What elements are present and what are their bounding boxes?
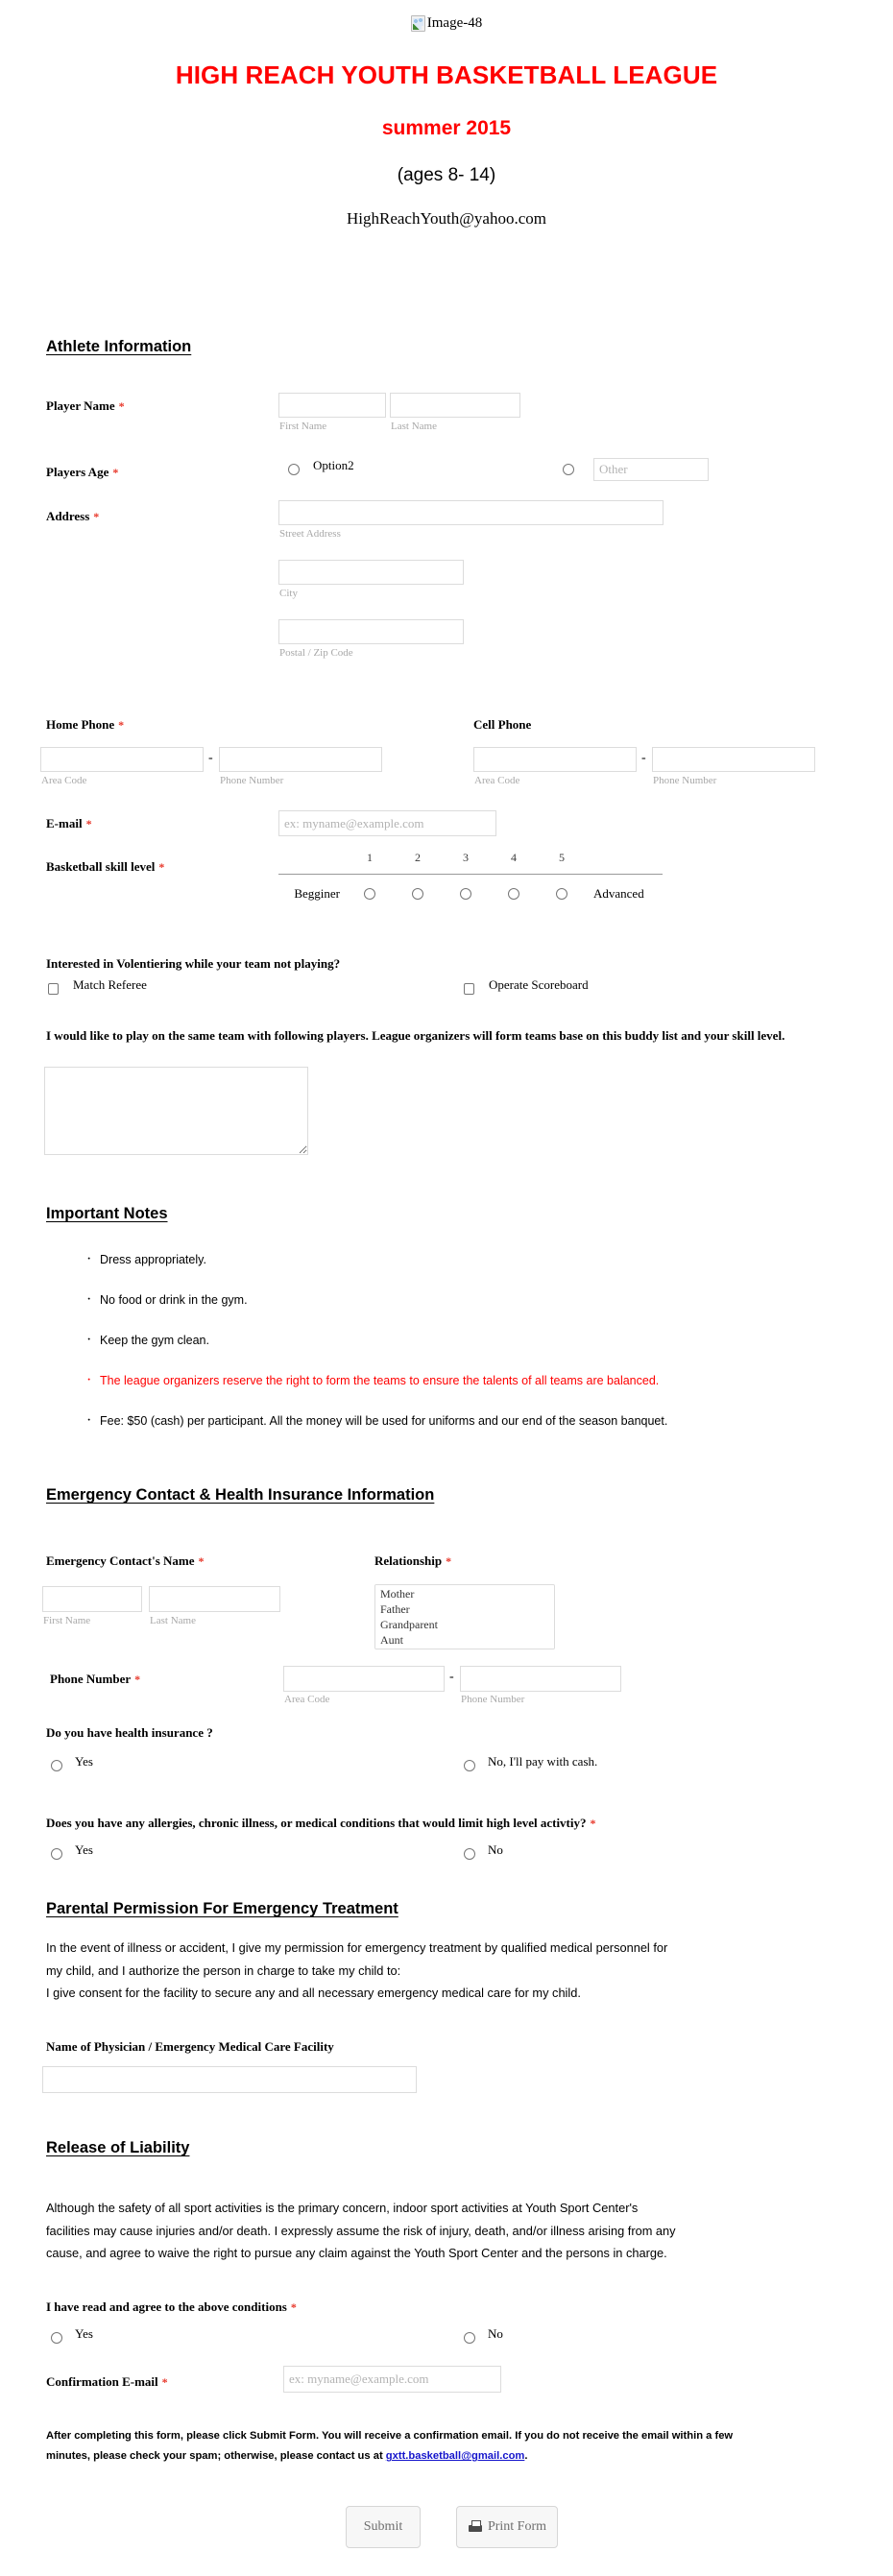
players-age-option1-radio[interactable] <box>288 464 300 475</box>
section-heading-emergency-contact: Emergency Contact & Health Insurance Information <box>46 1486 435 1504</box>
cell-phone-area-input[interactable] <box>473 747 637 772</box>
parental-line-2: my child, and I authorize the person in charge to take my child to: <box>46 1962 401 1978</box>
submit-notice-line-2 <box>46 2446 872 2467</box>
liability-line-2: facilities may cause injuries and/or death. I expressly assume the risk of injury, death, and/or illness arising from any <box>46 2223 676 2238</box>
emergency-phone-separator: - <box>449 1670 454 1684</box>
home-phone-number-sublabel: Phone Number <box>220 775 284 786</box>
skill-radio-4[interactable] <box>508 888 519 900</box>
emergency-phone-required: * <box>134 1673 141 1686</box>
agree-conditions-required: * <box>290 2300 297 2314</box>
allergies-required: * <box>590 1817 596 1830</box>
note-bullet: · <box>86 1372 92 1388</box>
address-street-sublabel: Street Address <box>279 528 341 540</box>
skill-level-required: * <box>158 860 165 874</box>
allergies-question: Does you have any allergies, chronic illness, or medical conditions that would limit high level activtiy? <box>46 1816 587 1830</box>
support-email-link[interactable]: gxtt.basketball@gmail.com <box>385 2450 525 2463</box>
note-text: The league organizers reserve the right to form the teams to ensure the talents of all teams are balanced. <box>100 1374 660 1387</box>
note-bullet: · <box>86 1251 92 1267</box>
allergies-yes-radio[interactable] <box>51 1848 62 1860</box>
emergency-last-name-sublabel: Last Name <box>150 1615 196 1626</box>
physician-input[interactable] <box>42 2066 417 2093</box>
physician-label: Name of Physician / Emergency Medical Care Facility <box>46 2039 334 2054</box>
relationship-option <box>378 1587 551 1602</box>
player-name-label: Player Name <box>46 398 115 413</box>
skill-level-matrix <box>278 851 663 903</box>
cell-phone-number-input[interactable] <box>652 747 815 772</box>
contact-email: HighReachYouth@yahoo.com <box>347 209 546 228</box>
confirmation-email-required: * <box>161 2375 168 2389</box>
page-title: HIGH REACH YOUTH BASKETBALL LEAGUE <box>175 60 718 89</box>
age-range: (ages 8- 14) <box>397 165 496 185</box>
volunteer-scoreboard-label: Operate Scoreboard <box>489 977 589 992</box>
printer-icon <box>468 2520 483 2534</box>
relationship-option <box>378 1602 551 1618</box>
relationship-required: * <box>446 1554 452 1568</box>
note-item-2 <box>86 1291 248 1309</box>
note-item-1 <box>86 1251 206 1268</box>
emergency-contact-name-required: * <box>198 1554 205 1568</box>
player-first-name-sublabel: First Name <box>279 421 327 432</box>
emergency-first-name-field[interactable] <box>42 1586 142 1612</box>
address-city-sublabel: City <box>279 588 298 599</box>
insurance-no-radio[interactable] <box>464 1760 475 1771</box>
relationship-listbox[interactable] <box>374 1584 555 1649</box>
liability-line-1: Although the safety of all sport activities is the primary concern, indoor sport activities at Youth Sport Center's <box>46 2201 639 2215</box>
skill-scale-1: 1 <box>367 851 373 864</box>
players-age-label: Players Age <box>46 465 109 479</box>
cell-phone-label: Cell Phone <box>473 717 532 732</box>
agree-no-label: No <box>488 2326 503 2341</box>
section-heading-parental-permission: Parental Permission For Emergency Treatment <box>46 1900 398 1917</box>
parental-line-3: I give consent for the facility to secure any and all necessary emergency medical care for my child. <box>46 1986 581 2001</box>
cell-phone-number-sublabel: Phone Number <box>653 775 717 786</box>
address-city-input[interactable] <box>278 560 464 585</box>
agree-yes-label: Yes <box>75 2326 93 2341</box>
submit-notice-text: minutes, please check your spam; otherwise, please contact us at <box>46 2450 386 2463</box>
emergency-phone-area-input[interactable] <box>283 1666 445 1692</box>
skill-scale-3: 3 <box>463 851 469 864</box>
note-bullet: · <box>86 1291 92 1308</box>
allergies-no-label: No <box>488 1842 503 1857</box>
agree-no-radio[interactable] <box>464 2332 475 2344</box>
email-required: * <box>85 817 92 831</box>
note-text: No food or drink in the gym. <box>100 1293 248 1307</box>
emergency-phone-number-input[interactable] <box>460 1666 621 1692</box>
cell-phone-separator: - <box>641 751 646 765</box>
emergency-last-name-field[interactable] <box>149 1586 280 1612</box>
note-text: Dress appropriately. <box>100 1253 206 1266</box>
section-heading-release-of-liability: Release of Liability <box>46 2139 190 2156</box>
section-heading-important-notes: Important Notes <box>46 1205 168 1222</box>
skill-radio-3[interactable] <box>460 888 471 900</box>
emergency-phone-area-sublabel: Area Code <box>284 1694 330 1705</box>
skill-scale-4: 4 <box>511 851 517 864</box>
address-street-input[interactable] <box>278 500 664 525</box>
buddy-list-textarea[interactable] <box>44 1067 308 1155</box>
note-item-5 <box>86 1412 667 1430</box>
skill-high-label: Advanced <box>593 886 644 901</box>
agree-conditions-label: I have read and agree to the above conditions <box>46 2299 287 2314</box>
players-age-other-radio[interactable] <box>563 464 574 475</box>
emergency-phone-number-sublabel: Phone Number <box>461 1694 525 1705</box>
relationship-option <box>378 1633 551 1649</box>
broken-image-icon <box>411 15 425 32</box>
players-age-required: * <box>112 466 119 479</box>
volunteer-question: Interested in Volentiering while your team not playing? <box>46 956 341 971</box>
skill-level-label: Basketball skill level <box>46 859 156 874</box>
address-label: Address <box>46 509 90 523</box>
emergency-first-name-sublabel: First Name <box>43 1615 91 1626</box>
skill-radio-1[interactable] <box>364 888 375 900</box>
note-item-4 <box>86 1372 659 1389</box>
address-required: * <box>93 510 100 523</box>
insurance-yes-label: Yes <box>75 1754 93 1769</box>
cell-phone-area-sublabel: Area Code <box>474 775 520 786</box>
submit-notice-period: . <box>524 2450 528 2463</box>
emergency-contact-name-label: Emergency Contact's Name <box>46 1553 195 1568</box>
print-form-button[interactable] <box>456 2506 558 2548</box>
submit-button[interactable]: Submit <box>346 2506 421 2548</box>
skill-low-label: Begginer <box>294 886 340 901</box>
note-bullet: · <box>86 1412 92 1429</box>
section-heading-athlete-information: Athlete Information <box>46 338 192 355</box>
player-last-name-input[interactable] <box>390 393 520 418</box>
insurance-yes-radio[interactable] <box>51 1760 62 1771</box>
parental-paragraph <box>46 1937 853 2005</box>
agree-yes-radio[interactable] <box>51 2332 62 2344</box>
allergies-yes-label: Yes <box>75 1842 93 1857</box>
skill-radio-2[interactable] <box>412 888 423 900</box>
skill-scale-5: 5 <box>559 851 565 864</box>
image-alt-text: Image-48 <box>426 15 483 31</box>
liability-paragraph <box>46 2197 872 2265</box>
submit-notice-line-1: After completing this form, please click Submit Form. You will receive a confirmation email. If you do not receive the email within a few <box>46 2430 734 2442</box>
players-age-other-input[interactable] <box>593 458 709 481</box>
emergency-phone-label: Phone Number <box>50 1672 132 1686</box>
skill-scale-divider <box>278 874 663 875</box>
confirmation-email-input[interactable] <box>283 2366 501 2393</box>
home-phone-number-input[interactable] <box>219 747 382 772</box>
allergies-no-radio[interactable] <box>464 1848 475 1860</box>
home-phone-area-input[interactable] <box>40 747 204 772</box>
home-phone-area-sublabel: Area Code <box>41 775 87 786</box>
confirmation-email-label: Confirmation E-mail <box>46 2374 158 2389</box>
email-input[interactable] <box>278 810 496 836</box>
submit-notice <box>46 2426 872 2468</box>
email-label: E-mail <box>46 816 83 831</box>
volunteer-match-referee-checkbox[interactable] <box>48 983 59 995</box>
player-name-required: * <box>118 399 125 413</box>
skill-radio-5[interactable] <box>556 888 567 900</box>
insurance-no-label: No, I'll pay with cash. <box>488 1754 598 1769</box>
print-form-label: Print Form <box>487 2519 547 2534</box>
players-age-option1-label: Option2 <box>313 458 354 472</box>
player-last-name-sublabel: Last Name <box>391 421 437 432</box>
address-zip-input[interactable] <box>278 619 464 644</box>
note-text: Keep the gym clean. <box>100 1334 209 1347</box>
volunteer-scoreboard-checkbox[interactable] <box>464 983 474 995</box>
header-image-placeholder <box>0 0 893 32</box>
home-phone-required: * <box>118 718 125 732</box>
skill-scale-2: 2 <box>415 851 421 864</box>
parental-line-1: In the event of illness or accident, I give my permission for emergency treatment by qualified medical personnel for <box>46 1940 668 1955</box>
address-zip-sublabel: Postal / Zip Code <box>279 647 353 659</box>
insurance-question: Do you have health insurance ? <box>46 1725 213 1740</box>
home-phone-separator: - <box>208 751 213 765</box>
note-item-3 <box>86 1332 209 1349</box>
buddy-list-question: I would like to play on the same team with following players. League organizers will form teams base on this buddy list and your skill level. <box>46 1028 785 1043</box>
season-subtitle: summer 2015 <box>381 117 512 139</box>
note-text: Fee: $50 (cash) per participant. All the money will be used for uniforms and our end of the season banquet. <box>100 1414 668 1428</box>
player-first-name-input[interactable] <box>278 393 386 418</box>
volunteer-match-referee-label: Match Referee <box>73 977 147 992</box>
relationship-label: Relationship <box>374 1553 443 1568</box>
note-bullet: · <box>86 1332 92 1348</box>
home-phone-label: Home Phone <box>46 717 115 732</box>
liability-line-3: cause, and agree to waive the right to pursue any claim against the Youth Sport Center and the persons in charge. <box>46 2246 667 2261</box>
relationship-option <box>378 1618 551 1633</box>
